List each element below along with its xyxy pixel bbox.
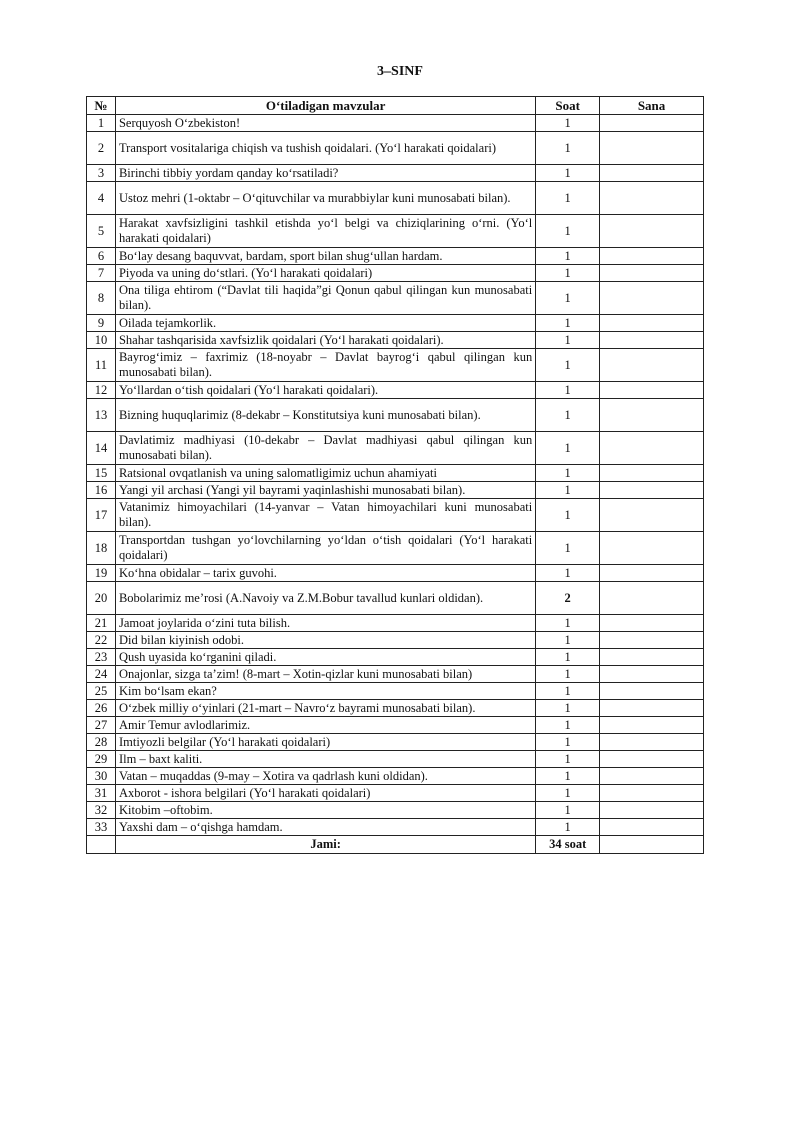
row-number: 11 bbox=[87, 349, 116, 382]
table-row bbox=[87, 332, 704, 349]
row-number: 23 bbox=[87, 649, 116, 666]
row-hours: 1 bbox=[536, 683, 600, 700]
row-hours: 1 bbox=[536, 399, 600, 432]
table-row bbox=[87, 768, 704, 785]
row-topic: Qush uyasida ko‘rganini qiladi. bbox=[115, 649, 535, 666]
row-hours: 1 bbox=[536, 666, 600, 683]
row-date bbox=[600, 582, 704, 615]
row-date bbox=[600, 683, 704, 700]
row-number: 22 bbox=[87, 632, 116, 649]
row-hours: 1 bbox=[536, 132, 600, 165]
row-topic: Yaxshi dam – o‘qishga hamdam. bbox=[115, 819, 535, 836]
row-topic: Bobolarimiz me’rosi (A.Navoiy va Z.M.Bobur tavallud kunlari oldidan). bbox=[115, 582, 535, 615]
row-hours: 1 bbox=[536, 349, 600, 382]
header-date: Sana bbox=[600, 97, 704, 115]
row-number: 20 bbox=[87, 582, 116, 615]
row-number: 8 bbox=[87, 282, 116, 315]
row-number: 10 bbox=[87, 332, 116, 349]
table-row bbox=[87, 734, 704, 751]
row-topic: Bizning huquqlarimiz (8-dekabr – Konstitutsiya kuni munosabati bilan). bbox=[115, 399, 535, 432]
row-hours: 1 bbox=[536, 315, 600, 332]
row-hours: 1 bbox=[536, 768, 600, 785]
row-number: 1 bbox=[87, 115, 116, 132]
row-topic: Birinchi tibbiy yordam qanday ko‘rsatiladi? bbox=[115, 165, 535, 182]
lesson-plan-table bbox=[86, 96, 704, 854]
row-date bbox=[600, 482, 704, 499]
row-number: 28 bbox=[87, 734, 116, 751]
row-hours: 1 bbox=[536, 115, 600, 132]
total-hours: 34 soat bbox=[536, 836, 600, 854]
header-number: № bbox=[87, 97, 116, 115]
row-date bbox=[600, 115, 704, 132]
row-date bbox=[600, 565, 704, 582]
row-topic: Vatan – muqaddas (9-may – Xotira va qadrlash kuni oldidan). bbox=[115, 768, 535, 785]
row-hours: 1 bbox=[536, 802, 600, 819]
row-number: 24 bbox=[87, 666, 116, 683]
row-number: 13 bbox=[87, 399, 116, 432]
row-hours: 1 bbox=[536, 717, 600, 734]
row-number: 9 bbox=[87, 315, 116, 332]
row-date bbox=[600, 432, 704, 465]
row-number: 2 bbox=[87, 132, 116, 165]
page-title: 3–SINF bbox=[377, 64, 423, 79]
row-hours: 1 bbox=[536, 332, 600, 349]
row-hours: 1 bbox=[536, 751, 600, 768]
total-date-cell bbox=[600, 836, 704, 854]
row-topic: Ona tiliga ehtirom (“Davlat tili haqida”gi Qonun qabul qilingan kun munosabati bilan). bbox=[115, 282, 535, 315]
table-row bbox=[87, 717, 704, 734]
row-date bbox=[600, 499, 704, 532]
row-number: 6 bbox=[87, 248, 116, 265]
row-topic: Ratsional ovqatlanish va uning salomatligimiz uchun ahamiyati bbox=[115, 465, 535, 482]
row-number: 30 bbox=[87, 768, 116, 785]
row-number: 14 bbox=[87, 432, 116, 465]
row-number: 26 bbox=[87, 700, 116, 717]
row-date bbox=[600, 751, 704, 768]
row-hours: 1 bbox=[536, 182, 600, 215]
table-row bbox=[87, 785, 704, 802]
row-topic: Shahar tashqarisida xavfsizlik qoidalari (Yo‘l harakati qoidalari). bbox=[115, 332, 535, 349]
total-number-cell bbox=[87, 836, 116, 854]
row-date bbox=[600, 649, 704, 666]
row-hours: 1 bbox=[536, 432, 600, 465]
row-topic: Ilm – baxt kaliti. bbox=[115, 751, 535, 768]
row-date bbox=[600, 248, 704, 265]
row-date bbox=[600, 666, 704, 683]
row-topic: Kitobim –oftobim. bbox=[115, 802, 535, 819]
row-number: 3 bbox=[87, 165, 116, 182]
row-date bbox=[600, 717, 704, 734]
row-topic: Transportdan tushgan yo‘lovchilarning yo‘ldan o‘tish qoidalari (Yo‘l harakati qoidalari) bbox=[115, 532, 535, 565]
row-number: 4 bbox=[87, 182, 116, 215]
row-date bbox=[600, 785, 704, 802]
header-hours: Soat bbox=[536, 97, 600, 115]
row-topic: Piyoda va uning do‘stlari. (Yo‘l harakati qoidalari) bbox=[115, 265, 535, 282]
row-topic: Bo‘lay desang baquvvat, bardam, sport bilan shug‘ullan hardam. bbox=[115, 248, 535, 265]
table-row bbox=[87, 315, 704, 332]
row-date bbox=[600, 132, 704, 165]
row-topic: Ko‘hna obidalar – tarix guvohi. bbox=[115, 565, 535, 582]
row-topic: Serquyosh O‘zbekiston! bbox=[115, 115, 535, 132]
row-hours: 1 bbox=[536, 499, 600, 532]
row-number: 29 bbox=[87, 751, 116, 768]
row-date bbox=[600, 819, 704, 836]
row-date bbox=[600, 632, 704, 649]
row-hours: 1 bbox=[536, 819, 600, 836]
row-hours: 1 bbox=[536, 215, 600, 248]
row-date bbox=[600, 615, 704, 632]
row-date bbox=[600, 315, 704, 332]
table-row bbox=[87, 802, 704, 819]
row-topic: Amir Temur avlodlarimiz. bbox=[115, 717, 535, 734]
row-topic: Kim bo‘lsam ekan? bbox=[115, 683, 535, 700]
table-row bbox=[87, 499, 704, 532]
table-row bbox=[87, 465, 704, 482]
row-hours: 1 bbox=[536, 465, 600, 482]
table-row bbox=[87, 165, 704, 182]
row-hours: 1 bbox=[536, 382, 600, 399]
row-number: 15 bbox=[87, 465, 116, 482]
table-row bbox=[87, 632, 704, 649]
row-hours: 1 bbox=[536, 565, 600, 582]
row-number: 31 bbox=[87, 785, 116, 802]
row-number: 21 bbox=[87, 615, 116, 632]
row-hours: 1 bbox=[536, 165, 600, 182]
row-number: 7 bbox=[87, 265, 116, 282]
row-topic: Ustoz mehri (1-oktabr – O‘qituvchilar va murabbiylar kuni munosabati bilan). bbox=[115, 182, 535, 215]
table-row bbox=[87, 649, 704, 666]
row-hours: 1 bbox=[536, 532, 600, 565]
table-row bbox=[87, 132, 704, 165]
row-hours: 1 bbox=[536, 248, 600, 265]
row-hours: 1 bbox=[536, 649, 600, 666]
table-header-row bbox=[87, 97, 704, 115]
row-number: 17 bbox=[87, 499, 116, 532]
table-row bbox=[87, 683, 704, 700]
row-date bbox=[600, 215, 704, 248]
row-date bbox=[600, 282, 704, 315]
row-topic: Harakat xavfsizligini tashkil etishda yo‘l belgi va chiziqlarining o‘rni. (Yo‘l harakati qoidalari) bbox=[115, 215, 535, 248]
table-row bbox=[87, 349, 704, 382]
row-topic: O‘zbek milliy o‘yinlari (21-mart – Navro‘z bayrami munosabati bilan). bbox=[115, 700, 535, 717]
total-row bbox=[87, 836, 704, 854]
row-date bbox=[600, 349, 704, 382]
row-topic: Onajonlar, sizga ta’zim! (8-mart – Xotin-qizlar kuni munosabati bilan) bbox=[115, 666, 535, 683]
table-row bbox=[87, 182, 704, 215]
table-row bbox=[87, 751, 704, 768]
row-topic: Imtiyozli belgilar (Yo‘l harakati qoidalari) bbox=[115, 734, 535, 751]
table-row bbox=[87, 819, 704, 836]
row-date bbox=[600, 734, 704, 751]
table-row bbox=[87, 615, 704, 632]
table-row bbox=[87, 215, 704, 248]
row-date bbox=[600, 265, 704, 282]
row-topic: Jamoat joylarida o‘zini tuta bilish. bbox=[115, 615, 535, 632]
row-topic: Transport vositalariga chiqish va tushish qoidalari. (Yo‘l harakati qoidalari) bbox=[115, 132, 535, 165]
row-number: 19 bbox=[87, 565, 116, 582]
table-row bbox=[87, 482, 704, 499]
row-number: 18 bbox=[87, 532, 116, 565]
table-row bbox=[87, 399, 704, 432]
row-number: 16 bbox=[87, 482, 116, 499]
row-date bbox=[600, 399, 704, 432]
row-date bbox=[600, 332, 704, 349]
row-topic: Vatanimiz himoyachilari (14-yanvar – Vatan himoyachilari kuni munosabati bilan). bbox=[115, 499, 535, 532]
table-body bbox=[87, 115, 704, 836]
row-number: 5 bbox=[87, 215, 116, 248]
row-date bbox=[600, 768, 704, 785]
table-row bbox=[87, 532, 704, 565]
table-row bbox=[87, 115, 704, 132]
row-date bbox=[600, 465, 704, 482]
row-topic: Davlatimiz madhiyasi (10-dekabr – Davlat madhiyasi qabul qilingan kun munosabati bilan). bbox=[115, 432, 535, 465]
row-date bbox=[600, 532, 704, 565]
table-row bbox=[87, 382, 704, 399]
row-hours: 1 bbox=[536, 700, 600, 717]
row-topic: Oilada tejamkorlik. bbox=[115, 315, 535, 332]
row-number: 32 bbox=[87, 802, 116, 819]
table-row bbox=[87, 265, 704, 282]
row-hours: 1 bbox=[536, 615, 600, 632]
table-row bbox=[87, 582, 704, 615]
total-label: Jami: bbox=[115, 836, 535, 854]
row-hours: 1 bbox=[536, 785, 600, 802]
row-date bbox=[600, 382, 704, 399]
row-hours: 1 bbox=[536, 734, 600, 751]
row-topic: Axborot - ishora belgilari (Yo‘l harakati qoidalari) bbox=[115, 785, 535, 802]
row-date bbox=[600, 182, 704, 215]
row-number: 12 bbox=[87, 382, 116, 399]
row-hours: 1 bbox=[536, 282, 600, 315]
row-hours: 1 bbox=[536, 482, 600, 499]
table-row bbox=[87, 700, 704, 717]
row-topic: Did bilan kiyinish odobi. bbox=[115, 632, 535, 649]
row-number: 27 bbox=[87, 717, 116, 734]
row-date bbox=[600, 165, 704, 182]
row-number: 33 bbox=[87, 819, 116, 836]
table-row bbox=[87, 432, 704, 465]
table-row bbox=[87, 282, 704, 315]
row-hours: 1 bbox=[536, 265, 600, 282]
table-row bbox=[87, 248, 704, 265]
row-hours: 2 bbox=[536, 582, 600, 615]
row-hours: 1 bbox=[536, 632, 600, 649]
header-topic: O‘tiladigan mavzular bbox=[115, 97, 535, 115]
row-date bbox=[600, 802, 704, 819]
row-number: 25 bbox=[87, 683, 116, 700]
row-topic: Bayrog‘imiz – faxrimiz (18-noyabr – Davlat bayrog‘i qabul qilingan kun munosabati bilan). bbox=[115, 349, 535, 382]
table-row bbox=[87, 565, 704, 582]
row-date bbox=[600, 700, 704, 717]
row-topic: Yangi yil archasi (Yangi yil bayrami yaqinlashishi munosabati bilan). bbox=[115, 482, 535, 499]
row-topic: Yo‘llardan o‘tish qoidalari (Yo‘l harakati qoidalari). bbox=[115, 382, 535, 399]
table-row bbox=[87, 666, 704, 683]
